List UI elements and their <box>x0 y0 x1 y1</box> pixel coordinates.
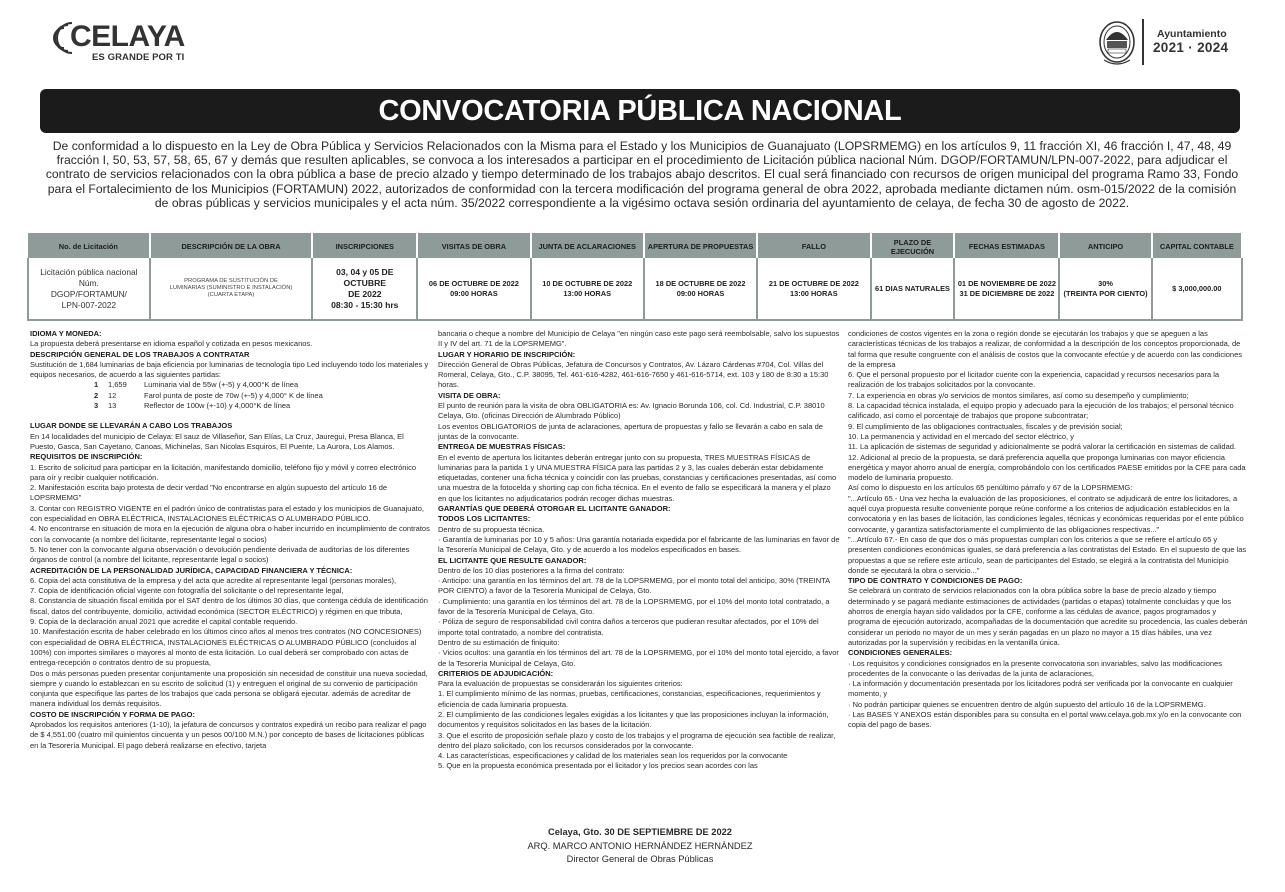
licitacion-line: Licitación pública nacional <box>40 266 138 277</box>
fallo-date: 21 DE OCTUBRE DE 2022 <box>768 279 859 288</box>
section-text: Se celebrará un contrato de servicios relacionados con la obra pública sobre la base de precio alzado y tiempo determinado y se pagará mediante estimaciones de actividades (partidas o etapas) totalmente concluidas y que los ahorros de energía hayan sido validados por la CFE, conforme a las cédulas de avance, pagos programados y programa de ejecución autorizado, acompañadas de la documentación que acredite su procedencia, las cuales deberán considerar un periodo no mayor de un mes y serán pagadas en un plazo no mayor a 15 días hábiles, una vez autorizadas por la supervisión y recibidas en la ventanilla única. <box>848 586 1248 647</box>
anticipo-words: (TREINTA POR CIENTO) <box>1063 288 1148 298</box>
fallo-time: 13:00 HORAS <box>790 288 838 298</box>
criteria-item: 1. El cumplimiento mínimo de las normas, pruebas, certificaciones, constancias, especificaciones, requerimientos y eficiencia de cada luminaria propuesta. <box>438 689 821 709</box>
signature-block <box>435 826 845 867</box>
section-heading: CRITERIOS DE ADJUDICACIÓN: <box>438 668 554 678</box>
descripcion-line: (CUARTA ETAPA) <box>207 292 255 299</box>
cell-fechas <box>954 258 1059 320</box>
condition-item: · La información y documentación presentada por los licitadores podrá ser verificada por la convocante en cualquier momento, y <box>848 679 1233 699</box>
partida-quantity: 12 <box>108 390 117 400</box>
licitacion-table-wrapper <box>27 233 1243 321</box>
requirement-item: 9. Copia de la declaración anual 2021 que acredite el capital contable requerido. <box>30 617 298 627</box>
cell-junta <box>531 258 644 320</box>
title-banner <box>40 89 1240 133</box>
section-heading: DESCRIPCIÓN GENERAL DE LOS TRABAJOS A CONTRATAR <box>30 349 250 359</box>
partida-quantity: 13 <box>108 401 117 411</box>
criteria-item: 2. El cumplimiento de las condiciones legales exigidas a los licitantes y que las proposiciones incluyan la información, documentos y requisitos solicitados en las bases de la licitación. <box>438 709 829 730</box>
header-no-licitacion: No. de Licitación <box>28 234 150 258</box>
criteria-item: 9. El cumplimiento de las obligaciones contractuales, fiscales y de previsión social; <box>848 421 1123 431</box>
criteria-item: 4. Las características, especificaciones y calidad de los materiales sean los requeridos por la convocante <box>438 751 788 761</box>
cell-licitacion <box>28 258 150 320</box>
condition-item: · No podrán participar quienes se encuentren dentro de algún supuesto del artículo 16 de la LOPSRMEMG. <box>848 699 1206 709</box>
page-header <box>0 0 1285 88</box>
requirement-item: 5. No tener con la convocante alguna observación o devolución pendiente derivada de auditorías de los diferentes órganos de control (a nombre del licitante, representante legal o socios) <box>30 544 410 565</box>
section-text: · Garantía de luminarias por 10 y 5 años: Una garantía notariada expedida por el fabricante de las luminarias en favor de la Tesorería Municipal de Celaya, Gto. y de acuerdo a los modelos especificados en bases. <box>438 534 840 555</box>
descripcion-line: PROGRAMA DE SUSTITUCIÓN DE <box>184 277 278 284</box>
celaya-logo <box>46 18 191 66</box>
guarantee-item: Dentro de su estimación de finiquito: <box>438 637 560 647</box>
partida-number: 3 <box>94 401 99 411</box>
section-heading: ENTREGA DE MUESTRAS FÍSICAS: <box>438 442 566 452</box>
partida-description: Farol punta de poste de 70w (+-5) y 4,000° K de línea <box>144 390 323 400</box>
section-heading: CONDICIONES GENERALES: <box>848 648 953 658</box>
visitas-time: 09:00 HORAS <box>450 288 498 298</box>
logo-divider <box>1142 19 1144 65</box>
guarantee-item: · Anticipo: una garantía en los términos del art. 78 de la LOPSRMEMG, por el monto total del anticipo, 30% (TREINTA POR CIENTO) a favor de la Tesorería Municipal de Celaya, Gto. <box>438 576 830 596</box>
guarantee-item: · Cumplimiento: una garantía en los términos del art. 78 de la LOPSRMEMG, por el 10% del monto total contratado, a favor de la Tesorería Municipal de Celaya, Gto. <box>438 596 830 617</box>
criteria-item: 10. La permanencia y actividad en el mercado del sector eléctrico, y <box>848 431 1074 441</box>
criteria-item: 6. Que el personal propuesto por el licitador cuente con la experiencia, capacidad y recursos necesarios para la realización de los trabajos solicitados por la convocante. <box>848 370 1220 390</box>
cell-capital: $ 3,000,000.00 <box>1152 258 1242 320</box>
header-visitas: VISITAS DE OBRA <box>417 234 530 258</box>
criteria-item: 12. Adicional al precio de la propuesta, se dará preferencia aquella que proponga luminarias con mayor eficiencia energética y mayor ahorro anual de energía, comprobándolo con los certificados PAESE emitidos por la CFE para cada modelo de luminaria propuesto. <box>848 452 1246 483</box>
inscripciones-line: DE 2022 <box>348 288 382 299</box>
header-inscripciones: INSCRIPCIONES <box>312 234 417 258</box>
section-text: Sustitución de 1,684 luminarias de baja eficiencia por luminarias de tecnología tipo Led incluyendo todo los materiales y equipos necesarios, de acuerdo a las siguientes partidas: <box>30 359 429 380</box>
section-subheading: TODOS LOS LICITANTES: <box>438 514 531 524</box>
section-heading: COSTO DE INSCRIPCIÓN Y FORMA DE PAGO: <box>30 709 196 719</box>
apertura-date: 18 DE OCTUBRE DE 2022 <box>655 279 746 288</box>
header-junta: JUNTA DE ACLARACIONES <box>531 234 644 258</box>
section-text: Dirección General de Obras Públicas, Jefatura de Concursos y Contratos, Av. Lázaro Cárdenas #704, Col. Villas del Romeral, Celaya, Gto., C.P. 38095, Tel. 461-616-4282, 461-616-7650 y 461-616-5714, ext. 103 y 180 de 8:30 a 15:30 horas. <box>438 359 829 390</box>
requirement-item: 3. Contar con REGISTRO VIGENTE en el padrón único de contratistas para el estado y los municipios de Guanajuato, con especialidad en OBRA ELÉCTRICA, INSTALACIONES ELÉCTRICAS O ALUMBRADO PÚBLICO. <box>30 503 424 524</box>
apertura-time: 09:00 HORAS <box>676 288 725 298</box>
fecha-fin: 31 DE DICIEMBRE DE 2022 <box>959 288 1055 298</box>
licitacion-line: Núm. <box>78 277 99 288</box>
logo-wordmark: CELAYA <box>70 20 185 53</box>
ayuntamiento-logo <box>1095 18 1265 68</box>
page-title: CONVOCATORIA PÚBLICA NACIONAL <box>378 94 902 127</box>
partida-number: 1 <box>94 380 99 390</box>
section-heading: TIPO DE CONTRATO Y CONDICIONES DE PAGO: <box>848 576 1023 586</box>
requirement-item: 4. No encontrarse en situación de mora en la ejecución de alguna obra o haber incurrido en incumplimiento de contratos con la convocante (a nombre del licitante, representante legal o socios) <box>30 524 430 544</box>
partida-description: Reflector de 100w (+-10) y 4,000°K de línea <box>144 401 291 411</box>
section-subheading: EL LICITANTE QUE RESULTE GANADOR: <box>438 555 587 565</box>
junta-time: 13:00 HORAS <box>563 288 612 298</box>
section-heading: LUGAR DONDE SE LLEVARÁN A CABO LOS TRABAJOS <box>30 421 233 431</box>
requirement-item: 8. Constancia de situación fiscal emitida por el SAT dentro de los últimos 30 días, que contenga cédula de identificación fiscal, datos del contribuyente, domicilio, actividad económica (SECTOR ELÉCTRICO) y régimen en que tributa, <box>30 596 428 616</box>
section-heading: ACREDITACIÓN DE LA PERSONALIDAD JURÍDICA, CAPACIDAD FINANCIERA Y TÉCNICA: <box>30 565 353 575</box>
anticipo-percent: 30% <box>1098 279 1113 288</box>
inscripciones-line: 03, 04 y 05 DE OCTUBRE <box>336 266 394 288</box>
signature-date: Celaya, Gto. 30 DE SEPTIEMBRE DE 2022 <box>548 827 732 837</box>
cell-apertura <box>644 258 757 320</box>
section-heading: VISITA DE OBRA: <box>438 390 501 400</box>
fecha-inicio: 01 DE NOVIEMBRE DE 2022 <box>957 279 1056 288</box>
section-heading: LUGAR Y HORARIO DE INSCRIPCIÓN: <box>438 349 576 359</box>
criteria-item: 5. Que en la propuesta económica presentada por el licitador y los precios sean acordes con las <box>438 761 758 771</box>
section-heading: REQUISITOS DE INSCRIPCIÓN: <box>30 452 143 462</box>
requirement-item: 1. Escrito de solicitud para participar en la licitación, manifestando domicilio, teléfono fijo y móvil y correo electrónico para oír y recibir cualquier notificación. <box>30 462 417 482</box>
section-heading: GARANTÍAS QUE DEBERÁ OTORGAR EL LICITANTE GANADOR: <box>438 504 671 514</box>
section-text: En 14 localidades del municipio de Celaya: El sauz de Villaseñor, San Elías, La Cruz, Jauregui, Presa Blanca, El Puesto, Gasca, San Cayetano, Canoas, Michinelas, San Nicolas Esquiros, El Puente, La Aurora, Los Alamos. <box>30 431 404 451</box>
header-fechas: FECHAS ESTIMADAS <box>954 234 1059 258</box>
section-text: La propuesta deberá presentarse en idioma español y cotizada en pesos mexicanos. <box>30 339 313 349</box>
guarantee-item: · Vicios ocultos: una garantía en los términos del art. 78 de la LOPSRMEMG, por el 10% del monto total ejercido, a favor de la Tesorería Municipal de Celaya, Gto. <box>438 648 839 668</box>
table-header-row <box>28 234 1242 258</box>
partida-quantity: 1,659 <box>108 380 127 390</box>
guarantee-item: Dentro de los 10 días posteriores a la firma del contrato: <box>438 565 625 575</box>
inscripciones-line: 08:30 - 15:30 hrs <box>331 299 399 310</box>
requirement-item: 2. Manifestación escrita bajo protesta de decir verdad "No encontrarse en algún supuesto del artículo 16 de LOPSRMEMG" <box>30 483 388 503</box>
cell-descripcion <box>150 258 313 320</box>
partida-description: Luminaria vial de 55w (+-5) y 4,000°K de línea <box>144 380 299 390</box>
cell-visitas <box>417 258 530 320</box>
criteria-item: 7. La experiencia en obras y/o servicios de montos similares, así como su desempeño y cumplimiento; <box>848 390 1189 400</box>
guarantee-item: · Póliza de seguro de responsabilidad civil contra daños a terceros que pudieran resultar afectados, por el 10% del importe total contratado, a nombre del contratista. <box>438 617 819 637</box>
criteria-item: Para la evaluación de propuestas se considerarán los siguientes criterios: <box>438 679 683 689</box>
condition-item: · Las BASES Y ANEXOS están disponibles para su consulta en el portal www.celaya.gob.mx y/o en la convocante con copia del pago de bases. <box>848 709 1242 730</box>
municipal-seal-icon <box>1098 20 1136 66</box>
criteria-item: 3. Que el escrito de proposición señale plazo y costo de los trabajos y el programa de ejecución sea factible de realizar, dentro del plazo solicitado, con los recursos considerados por la convocante. <box>438 730 836 750</box>
section-text: Aprobados los requisitos anteriores (1-10), la jefatura de concursos y contratos expedirá un recibo para realizar el pago de $ 4,551.00 (cuatro mil quinientos cincuenta y un pesos 00/100 M.N.) por concepto de bases de licitaciones públicas en la Tesorería Municipal. El pago deberá realizarse en efectivo, tarjeta <box>30 719 427 750</box>
table-row <box>28 258 1242 320</box>
header-anticipo: ANTICIPO <box>1059 234 1151 258</box>
section-text: El punto de reunión para la visita de obra OBLIGATORIA es: Av. Ignacio Borunda 106, col. Cd. Industrial, C.P. 38010 Celaya, Gto. (oficinas Dirección de Alumbrado Público) <box>438 401 825 421</box>
header-descripcion: DESCRIPCIÓN DE LA OBRA <box>150 234 313 258</box>
body-column-3 <box>848 329 1248 731</box>
section-text: bancaria o cheque a nombre del Municipio de Celaya "en ningún caso este pago será reembolsable, salvo los supuestos II y IV del art. 71 de la LOPSRMEMG". <box>438 329 840 349</box>
section-text: condiciones de costos vigentes en la zona o región donde se ejecutarán los trabajos y que se apeguen a las características técnicas de los trabajos a realizar, de conformidad a la descripción de los conceptos proporcionada, de tal forma que resulte congruente con el análisis de costos que la convocante efectúe y de acuerdo con las condiciones de la empresa <box>848 329 1242 369</box>
junta-date: 10 DE OCTUBRE DE 2022 <box>542 279 633 288</box>
intro-paragraph: De conformidad a lo dispuesto en la Ley de Obra Pública y Servicios Relacionados con la Misma para el Estado y los Municipios de Guanajuato (LOPSRMEMG) en los artículos 9, 11 fracción XI, 46 fracción I, 47, 48, 49 fracción I, 50, 53, 57, 58, 65, 67 y demás que resulten aplicables, se convoca a los interesados a participar en el procedimiento de Licitación pública nacional Núm. DGOP/FORTAMUN/LPN-007-2022, para adjudicar el contrato de servicios relacionados con la obra pública a base de precio alzado y tiempo determinado de los trabajos abajo descritos. El cual será financiado con recursos de origen municipal del programa Ramo 33, Fondo para el Fortalecimiento de los Municipios (FORTAMUN) 2022, autorizados de conformidad con la tercera modificación del programa general de obra 2022, aprobada mediante dictamen núm. osm-015/2022 de la comisión de obras públicas y servicios municipales y el acta núm. 35/2022 correspondiente a la vigésimo octava sesión ordinaria del ayuntamiento de celaya, de fecha 30 de agosto de 2022. <box>45 139 1239 210</box>
descripcion-line: LUMINARIAS (SUMINISTRO E INSTALACIÓN) <box>169 284 293 291</box>
header-apertura: APERTURA DE PROPUESTAS <box>644 234 757 258</box>
section-text: Los eventos OBLIGATORIOS de junta de aclaraciones, apertura de propuestas y fallo se llevarán a cabo en sala de juntas de la convocante. <box>438 421 823 441</box>
cell-fallo <box>757 258 870 320</box>
logo-tagline: ES GRANDE POR TI <box>92 52 185 63</box>
requirement-item: 6. Copia del acta constitutiva de la empresa y del acta que acredite al representante legal (personas morales), <box>30 575 397 585</box>
section-text: En el evento de apertura los licitantes deberán entregar junto con su propuesta, TRES MUESTRAS FÍSICAS de luminarias para la partida 1 y UNA MUESTRA FÍSICA para las partidas 2 y 3, las cuales deberán estar debidamente etiquetadas, contener una ficha técnica y coincidir con las pruebas, constancias y certificaciones presentadas, así como una muestra de la fotocelda y shorting cap con ficha técnica. En el evento de fallo se especificará la manera y el plazo en que los licitantes no adjudicatarios podrán recoger dichas muestras. <box>438 452 837 503</box>
body-column-1 <box>30 329 430 751</box>
criteria-item: "...Artículo 65.- Una vez hecha la evaluación de las proposiciones, el contrato se adjudicará de entre los licitadores, a aquél cuya propuesta resulte conveniente porque reúne conforme a los criterios de adjudicación establecidos en la convocatoria y en las bases de licitación, las condiciones legales, técnicas y económicas requeridas por el ente público convocante, y garantiza satisfactoriamente el cumplimiento de las obligaciones respectivas..." <box>848 493 1244 534</box>
partida-number: 2 <box>94 390 99 400</box>
partidas-list <box>30 380 430 411</box>
section-text: Dentro de su propuesta técnica. <box>438 524 545 534</box>
licitacion-table <box>27 233 1243 321</box>
requirement-item: 10. Manifestación escrita de haber celebrado en los últimos cinco años al menos tres contratos (NO CONCESIONES) con especialidad de OBRA ELÉCTRICA, INSTALACIONES ELÉCTRICAS O ALUMBRADO PÚBLICO (concluidos al 100%) con importes similares o mayores al monto de esta licitación. Lo cual deberá ser comprobado con actas de entrega-recepción o contratos dentro de su propuesta, <box>30 627 422 668</box>
visitas-date: 06 DE OCTUBRE DE 2022 <box>428 279 519 288</box>
cell-inscripciones <box>312 258 417 320</box>
condition-item: · Los requisitos y condiciones consignados en la presente convocatoria son invariables, salvo las modificaciones procedentes de la convocante o las derivadas de la junta de aclaraciones, <box>848 658 1222 678</box>
cell-anticipo <box>1059 258 1151 320</box>
signatory-title: Director General de Obras Públicas <box>566 854 714 864</box>
ayuntamiento-label: Ayuntamiento <box>1157 28 1227 40</box>
licitacion-line: LPN-007-2022 <box>61 299 117 310</box>
header-capital: CAPITAL CONTABLE <box>1152 234 1242 258</box>
body-column-2 <box>438 329 840 772</box>
criteria-item: "...Artículo 67.- En caso de que dos o más propuestas cumplan con los criterios a que se refiere el artículo 65 y presenten condiciones económicas iguales, se dará preferencia a las contratistas del Estado. En el supuesto de que las propuestas a que se refiere este artículo, sean de participantes del Estado, se elegirá a la contratista del Municipio donde se ejecutará la obra o servicio..." <box>848 534 1247 575</box>
criteria-item: 11. La aplicación de sistemas de seguridad y adicionalmente se podrá valorar la certificación en sistemas de calidad. <box>848 442 1236 452</box>
signatory-name: ARQ. MARCO ANTONIO HERNÁNDEZ HERNÁNDEZ <box>527 840 753 851</box>
ayuntamiento-years: 2021 · 2024 <box>1153 40 1229 55</box>
header-fallo: FALLO <box>757 234 870 258</box>
criteria-item: Así como lo dispuesto en los artículos 65 penúltimo párrafo y 67 de la LOPSRMEMG: <box>848 483 1133 493</box>
cell-plazo: 61 DIAS NATURALES <box>871 258 955 320</box>
criteria-item: 8. La capacidad técnica instalada, el equipo propio y adecuado para la ejecución de los trabajos; el personal técnico calificado, así como el porcentaje de trabajos que propone subcontratar; <box>848 401 1234 421</box>
section-heading: IDIOMA Y MONEDA: <box>30 329 102 338</box>
requirement-item: Dos o más personas pueden presentar conjuntamente una proposición sin necesidad de constituir una nueva sociedad, siempre y cuando lo establezcan en su escrito de solicitud (1) y entreguen el original de su convenio de participación conjunta que especifique las partes de los trabajos que cada persona se obligará ejecutar. además de acreditar de manera individual los demás requisitos. <box>30 668 428 709</box>
licitacion-line: DGOP/FORTAMUN/ <box>50 288 127 299</box>
requirement-item: 7. Copia de identificación oficial vigente con fotografía del solicitante o del representante legal, <box>30 586 344 596</box>
spacer <box>30 411 430 421</box>
header-plazo: PLAZO DE EJECUCIÓN <box>871 234 955 258</box>
